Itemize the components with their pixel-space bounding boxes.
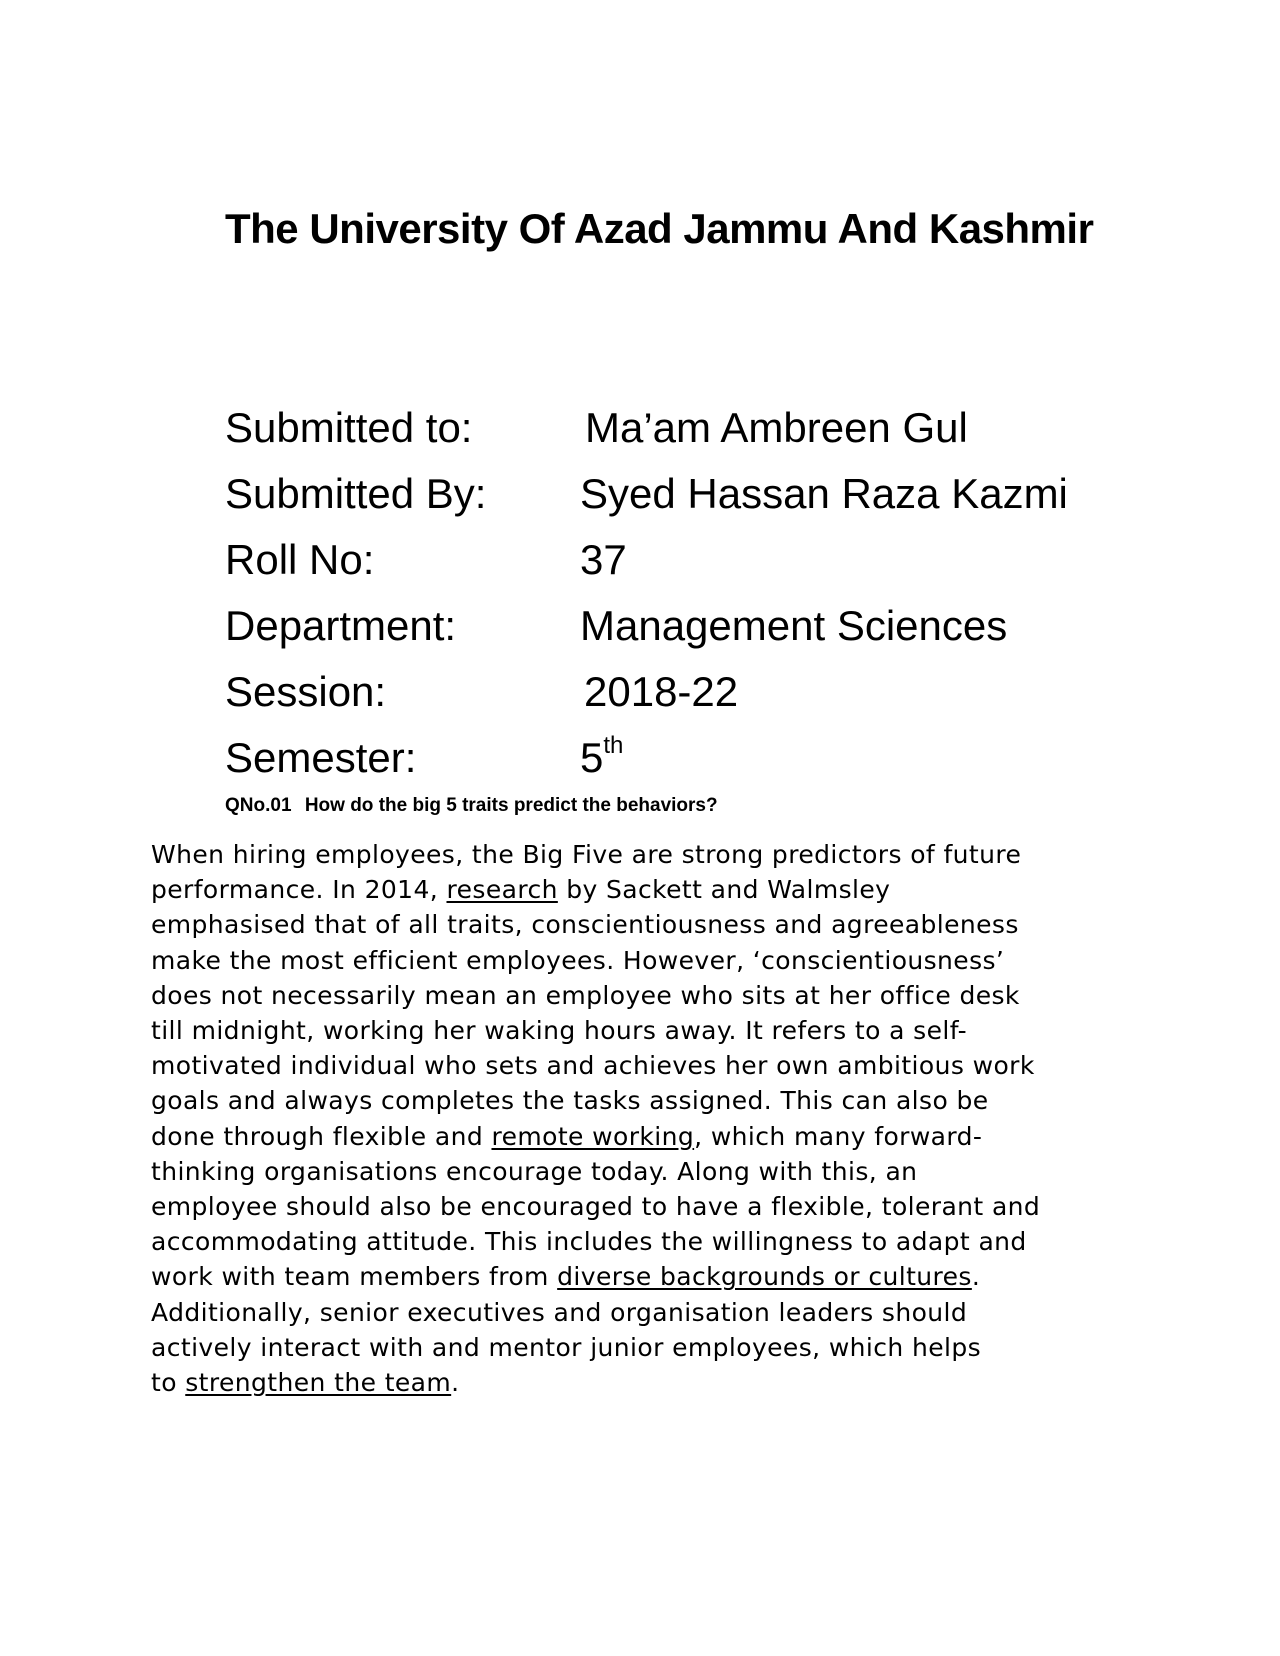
answer-text: performance. In 2014,	[151, 875, 447, 905]
answer-text: done through flexible and	[151, 1121, 492, 1151]
answer-line: accommodating attitude. This includes the willingness to adapt and	[151, 1227, 1027, 1257]
info-label: Session:	[225, 668, 387, 715]
question-heading	[225, 793, 718, 819]
research-link[interactable]: research	[446, 875, 558, 905]
answer-text: to	[151, 1368, 186, 1398]
semester-number: 5	[580, 734, 604, 781]
strengthen-team-link[interactable]: strengthen the team	[185, 1368, 452, 1398]
answer-line: employee should also be encouraged to have a flexible, tolerant and	[151, 1192, 1041, 1222]
answer-line: make the most efficient employees. However, ‘conscientiousness’	[151, 945, 1005, 975]
question-number: QNo.01	[225, 795, 292, 816]
answer-line: till midnight, working her waking hours away. It refers to a self-	[151, 1016, 967, 1046]
answer-line: When hiring employees, the Big Five are strong predictors of future	[151, 840, 1022, 869]
remote-working-link[interactable]: remote working	[491, 1121, 695, 1151]
info-value: 2018-22	[584, 668, 739, 715]
info-label: Submitted By:	[225, 470, 487, 517]
info-label: Roll No:	[225, 536, 375, 583]
answer-line: does not necessarily mean an employee who sits at her office desk	[151, 980, 1020, 1010]
question-text: How do the big 5 traits predict the behaviors?	[304, 795, 718, 816]
info-label: Submitted to:	[225, 404, 473, 451]
info-value: 37	[580, 536, 627, 583]
answer-text: .	[971, 1262, 981, 1292]
answer-line	[151, 872, 1141, 907]
university-title: The University Of Azad Jammu And Kashmir	[225, 205, 1094, 252]
info-value: Management Sciences	[580, 602, 1008, 649]
answer-text: , which many forward-	[694, 1121, 983, 1151]
info-value-semester	[580, 725, 623, 791]
answer-text: work with team members from	[151, 1262, 558, 1292]
diverse-backgrounds-link[interactable]: diverse backgrounds or cultures	[557, 1262, 972, 1292]
info-label: Semester:	[225, 734, 417, 781]
info-value: Ma’am Ambreen Gul	[585, 404, 968, 451]
answer-text: by Sackett and Walmsley	[557, 875, 891, 905]
answer-line: motivated individual who sets and achieves her own ambitious work	[151, 1051, 1035, 1081]
answer-line: actively interact with and mentor junior employees, which helps	[151, 1332, 982, 1362]
answer-text: .	[451, 1368, 460, 1398]
answer-paragraph	[151, 837, 1141, 1400]
answer-line: goals and always completes the tasks assigned. This can also be	[151, 1086, 989, 1116]
answer-line	[151, 1119, 1141, 1154]
answer-line	[151, 1365, 1141, 1400]
answer-line: thinking organisations encourage today. Along with this, an	[151, 1156, 918, 1186]
info-value: Syed Hassan Raza Kazmi	[580, 470, 1068, 517]
info-label: Department:	[225, 602, 457, 649]
semester-ordinal-suffix: th	[603, 732, 624, 759]
answer-line	[151, 1259, 1141, 1294]
answer-line: emphasised that of all traits, conscientiousness and agreeableness	[151, 910, 1019, 940]
answer-line: Additionally, senior executives and organisation leaders should	[151, 1297, 968, 1327]
